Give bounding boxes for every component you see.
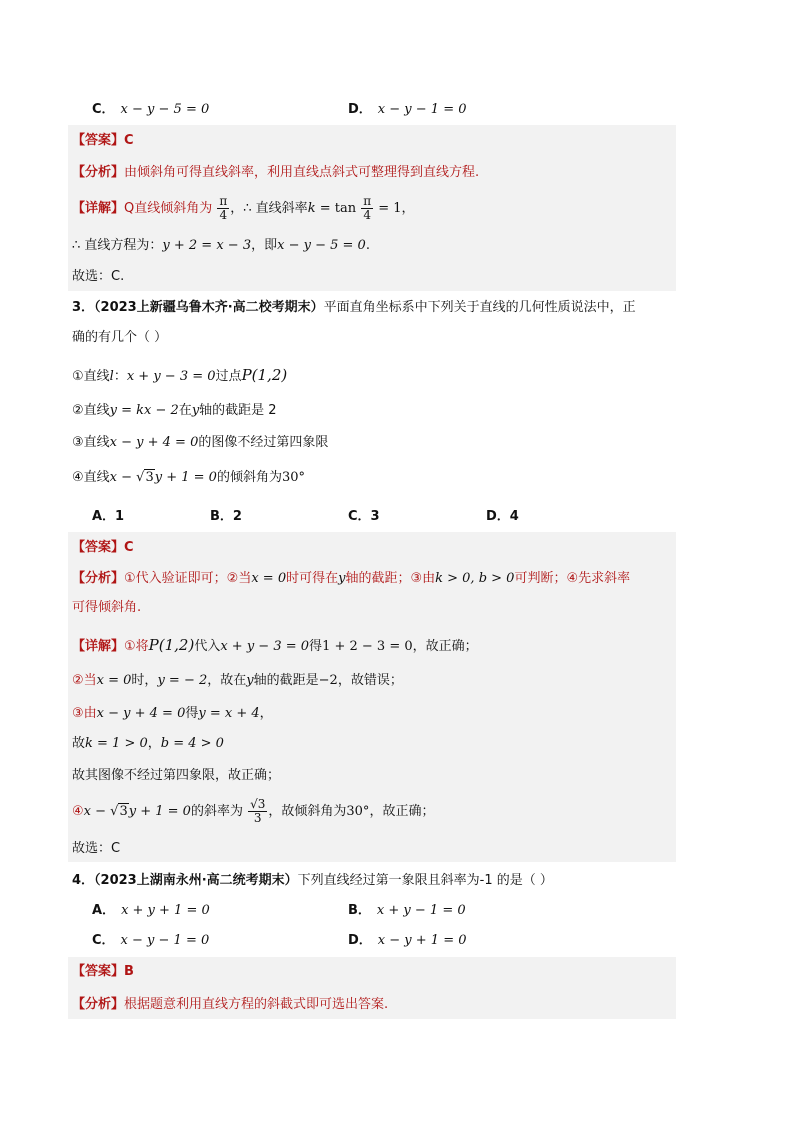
q4-stem: 4．（2023上湖南永州·高二统考期末）下列直线经过第一象限且斜率为-1 的是（ ） xyxy=(72,873,553,888)
q4-analysis: 【分析】根据题意利用直线方程的斜截式即可选出答案. xyxy=(72,997,389,1012)
fraction: $\frac{\pi}{4}$ xyxy=(363,194,372,222)
q3-item-1: ①直线l：x + y − 3 = 0过点P(1,2) xyxy=(72,366,288,384)
q2-answer: 【答案】C xyxy=(72,133,134,148)
q3-detail-5: 故其图像不经过第四象限，故正确； xyxy=(72,768,281,783)
q2-analysis: 【分析】由倾斜角可得直线斜率，利用直线点斜式可整理得到直线方程. xyxy=(72,165,480,180)
q3-detail-1: 【详解】①将P(1,2)代入x + y − 3 = 0得1 + 2 − 3 = 0，故正确； xyxy=(72,636,478,654)
q3-analysis-line2: 可得倾斜角. xyxy=(72,600,142,615)
q3-stem-line2: 确的有几个（ ） xyxy=(72,330,168,345)
q2-option-c[interactable]: C． x − y − 5 = 0 xyxy=(92,102,210,117)
q2-detail-line1: 【详解】Q直线倾斜角为 $\frac{\pi}{4}$ ，∴ 直线斜率k = tan $\frac{\pi}{4}$ = 1， xyxy=(72,194,415,222)
q4-answer: 【答案】B xyxy=(72,964,134,979)
q3-option-d[interactable]: D．4 xyxy=(486,509,519,524)
q3-option-b[interactable]: B．2 xyxy=(210,509,242,524)
sqrt: √3 xyxy=(110,804,128,819)
q3-item-2: ②直线y = kx − 2在y轴的截距是 2 xyxy=(72,403,277,418)
q3-answer: 【答案】C xyxy=(72,540,134,555)
q3-detail-3: ③由x − y + 4 = 0得y = x + 4， xyxy=(72,706,273,721)
q4-option-a[interactable]: A． x + y + 1 = 0 xyxy=(92,903,210,918)
q3-stem-line1: 3．（2023上新疆乌鲁木齐·高二校考期末）平面直角坐标系中下列关于直线的几何性质说法中，正 xyxy=(72,300,636,315)
q2-option-d[interactable]: D． x − y − 1 = 0 xyxy=(348,102,467,117)
q3-option-c[interactable]: C．3 xyxy=(348,509,380,524)
q4-option-c[interactable]: C． x − y − 1 = 0 xyxy=(92,933,210,948)
q2-detail-line2: ∴ 直线方程为：y + 2 = x − 3，即x − y − 5 = 0. xyxy=(72,238,370,253)
q4-option-d[interactable]: D． x − y + 1 = 0 xyxy=(348,933,467,948)
q3-item-3: ③直线x − y + 4 = 0的图像不经过第四象限 xyxy=(72,435,329,450)
q3-detail-4: 故k = 1 > 0，b = 4 > 0 xyxy=(72,736,224,751)
q2-choose: 故选：C. xyxy=(72,269,125,284)
q3-option-a[interactable]: A．1 xyxy=(92,509,125,524)
q3-item-4: ④直线x − √3y + 1 = 0的倾斜角为30° xyxy=(72,467,305,489)
fraction: $\frac{\pi}{4}$ xyxy=(219,194,228,222)
fraction: $\frac{√3}{3}$ xyxy=(250,797,266,825)
q3-analysis-line1: 【分析】①代入验证即可；②当x = 0时可得在y轴的截距；③由k > 0, b > 0可判断；④先求斜率 xyxy=(72,571,631,586)
q3-detail-6: ④x − √3y + 1 = 0的斜率为 $\frac{√3}{3}$ ，故倾斜角为30°，故正确； xyxy=(72,797,435,825)
sqrt: √3 xyxy=(136,470,154,485)
q4-option-b[interactable]: B． x + y − 1 = 0 xyxy=(348,903,466,918)
q3-choose: 故选：C xyxy=(72,841,121,856)
q3-detail-2: ②当x = 0时，y = − 2，故在y轴的截距是−2，故错误； xyxy=(72,673,403,688)
